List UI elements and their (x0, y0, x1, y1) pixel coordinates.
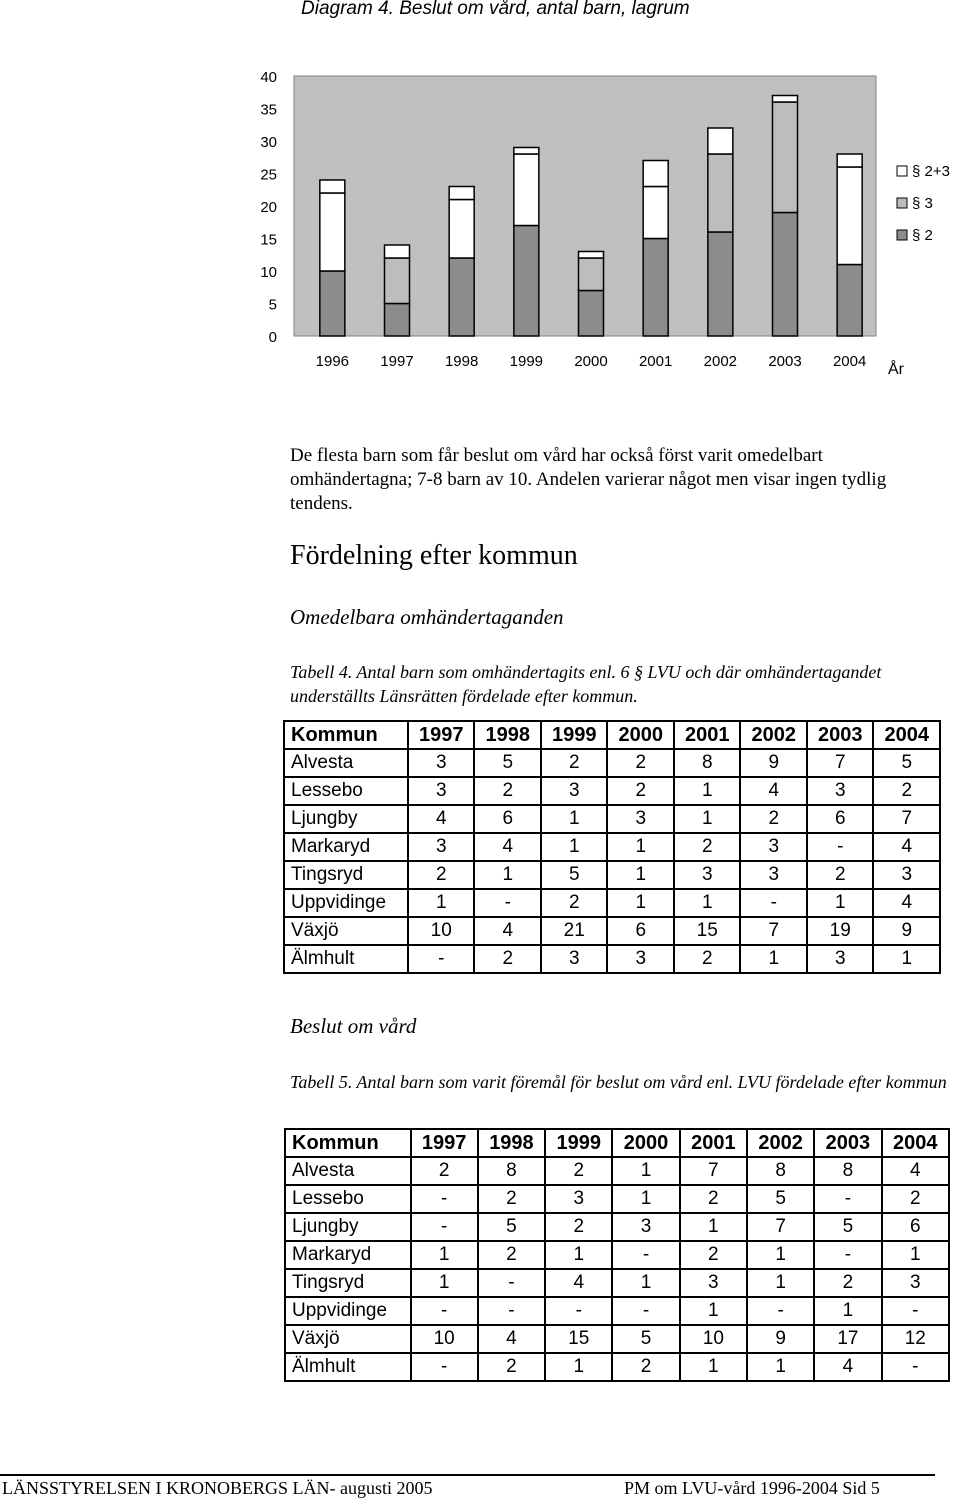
cell-value: 2 (408, 861, 475, 889)
cell-value: 1 (612, 1269, 679, 1297)
cell-value: 3 (873, 861, 940, 889)
header-year: 1998 (478, 1129, 545, 1157)
y-tick-label: 5 (268, 296, 277, 314)
bar-segment (708, 154, 733, 232)
cell-value: 3 (680, 1269, 747, 1297)
bar-segment (385, 245, 410, 258)
cell-value: - (814, 1241, 881, 1269)
bar-segment (579, 252, 604, 259)
bar-segment (579, 258, 604, 291)
bar-segment (579, 291, 604, 337)
cell-value: 2 (607, 777, 674, 805)
cell-value: - (882, 1297, 949, 1325)
cell-value: 2 (474, 777, 541, 805)
cell-kommun: Alvesta (285, 1157, 411, 1185)
bar-segment (449, 200, 474, 259)
cell-value: 1 (607, 861, 674, 889)
cell-value: 3 (541, 945, 608, 973)
header-year: 1997 (411, 1129, 478, 1157)
cell-value: 1 (680, 1297, 747, 1325)
x-axis-label: År (888, 361, 904, 378)
header-year: 2004 (882, 1129, 949, 1157)
cell-value: 8 (674, 749, 741, 777)
table-row (284, 805, 940, 833)
cell-value: 10 (680, 1325, 747, 1353)
table-row (285, 1241, 949, 1269)
header-year: 1999 (541, 721, 608, 749)
cell-value: 2 (478, 1241, 545, 1269)
y-tick-label: 40 (260, 69, 277, 86)
cell-kommun: Älmhult (285, 1353, 411, 1381)
table-row (285, 1297, 949, 1325)
x-tick-label: 2004 (832, 353, 867, 370)
cell-value: 1 (607, 833, 674, 861)
cell-value: 1 (607, 889, 674, 917)
table-header-row (284, 721, 940, 749)
cell-value: 7 (873, 805, 940, 833)
cell-value: 1 (411, 1269, 478, 1297)
cell-value: 8 (478, 1157, 545, 1185)
header-year: 2002 (747, 1129, 814, 1157)
cell-value: 5 (478, 1213, 545, 1241)
cell-value: 1 (474, 861, 541, 889)
table5-caption: Tabell 5. Antal barn som varit föremål för beslut om vård enl. LVU fördelade efter kommun (290, 1072, 947, 1092)
cell-value: 6 (807, 805, 874, 833)
cell-value: 2 (873, 777, 940, 805)
cell-value: - (478, 1297, 545, 1325)
table-row (284, 777, 940, 805)
legend-swatch (897, 198, 907, 208)
cell-value: - (408, 945, 475, 973)
cell-value: 2 (882, 1185, 949, 1213)
cell-value: 17 (814, 1325, 881, 1353)
cell-value: 2 (680, 1241, 747, 1269)
table-row (284, 833, 940, 861)
header-year: 1998 (474, 721, 541, 749)
cell-value: 4 (740, 777, 807, 805)
header-kommun: Kommun (285, 1129, 411, 1157)
x-tick-label: 1998 (444, 353, 479, 370)
cell-value: 10 (408, 917, 475, 945)
cell-value: 4 (882, 1157, 949, 1185)
bar-segment (708, 128, 733, 154)
cell-value: 5 (474, 749, 541, 777)
cell-value: 2 (474, 945, 541, 973)
cell-value: 1 (814, 1297, 881, 1325)
cell-value: - (747, 1297, 814, 1325)
table-row (284, 861, 940, 889)
cell-value: - (411, 1297, 478, 1325)
bar-segment (708, 232, 733, 336)
table4 (283, 720, 941, 974)
cell-value: - (612, 1297, 679, 1325)
cell-value: 3 (807, 945, 874, 973)
cell-value: 2 (674, 945, 741, 973)
cell-value: 2 (814, 1269, 881, 1297)
cell-value: 1 (882, 1241, 949, 1269)
bar-segment (643, 239, 668, 337)
cell-value: - (740, 889, 807, 917)
cell-value: 3 (882, 1269, 949, 1297)
legend-label: § 3 (912, 195, 933, 212)
table-row (285, 1325, 949, 1353)
cell-value: 2 (478, 1353, 545, 1381)
cell-value: 3 (674, 861, 741, 889)
table5 (284, 1128, 950, 1382)
cell-value: 1 (674, 805, 741, 833)
cell-value: 1 (545, 1353, 612, 1381)
cell-value: 2 (541, 889, 608, 917)
cell-value: 3 (612, 1213, 679, 1241)
cell-kommun: Tingsryd (284, 861, 408, 889)
cell-value: 1 (674, 889, 741, 917)
cell-kommun: Växjö (284, 917, 408, 945)
cell-value: 2 (411, 1157, 478, 1185)
cell-value: 7 (807, 749, 874, 777)
cell-value: 2 (541, 749, 608, 777)
y-tick-label: 30 (260, 134, 277, 151)
cell-value: 4 (873, 833, 940, 861)
cell-value: 5 (541, 861, 608, 889)
bar-segment (514, 148, 539, 155)
cell-value: - (807, 833, 874, 861)
cell-value: 4 (474, 917, 541, 945)
table-row (285, 1353, 949, 1381)
cell-value: 2 (612, 1353, 679, 1381)
cell-value: - (882, 1353, 949, 1381)
cell-value: 15 (545, 1325, 612, 1353)
cell-value: 1 (747, 1241, 814, 1269)
cell-value: - (545, 1297, 612, 1325)
cell-value: 5 (612, 1325, 679, 1353)
table-header-row (285, 1129, 949, 1157)
header-year: 1997 (408, 721, 475, 749)
cell-value: 1 (545, 1241, 612, 1269)
cell-kommun: Lessebo (284, 777, 408, 805)
cell-value: 4 (478, 1325, 545, 1353)
cell-value: 1 (747, 1353, 814, 1381)
cell-kommun: Lessebo (285, 1185, 411, 1213)
x-tick-label: 2002 (703, 353, 738, 370)
cell-value: 4 (814, 1353, 881, 1381)
cell-value: 1 (411, 1241, 478, 1269)
cell-kommun: Ljungby (284, 805, 408, 833)
x-tick-label: 2000 (574, 353, 608, 370)
cell-value: 1 (680, 1213, 747, 1241)
cell-value: 15 (674, 917, 741, 945)
cell-value: 3 (740, 833, 807, 861)
cell-value: 1 (747, 1269, 814, 1297)
cell-kommun: Älmhult (284, 945, 408, 973)
cell-kommun: Markaryd (285, 1241, 411, 1269)
cell-value: - (411, 1213, 478, 1241)
cell-value: 5 (814, 1213, 881, 1241)
cell-kommun: Uppvidinge (285, 1297, 411, 1325)
cell-value: 1 (612, 1185, 679, 1213)
cell-value: 3 (607, 805, 674, 833)
header-year: 2001 (674, 721, 741, 749)
cell-value: 4 (408, 805, 475, 833)
y-tick-label: 15 (260, 231, 277, 249)
legend-swatch (897, 230, 907, 240)
bar-segment (773, 102, 798, 213)
cell-value: 7 (680, 1157, 747, 1185)
cell-value: - (411, 1185, 478, 1213)
cell-kommun: Uppvidinge (284, 889, 408, 917)
cell-kommun: Tingsryd (285, 1269, 411, 1297)
legend-label: § 2+3 (912, 163, 950, 180)
intro-paragraph: De flesta barn som får beslut om vård har också först varit omedelbart omhändertagna; 7-8 barn av 10. Andelen varierar något men visar ingen tydlig tendens. (290, 445, 887, 514)
x-tick-label: 2003 (768, 353, 802, 370)
header-year: 1999 (545, 1129, 612, 1157)
cell-value: 12 (882, 1325, 949, 1353)
cell-value: 1 (740, 945, 807, 973)
cell-value: 3 (807, 777, 874, 805)
x-tick-label: 1999 (509, 353, 544, 370)
header-year: 2003 (814, 1129, 881, 1157)
cell-value: - (814, 1185, 881, 1213)
bar-segment (320, 180, 345, 193)
cell-value: 6 (882, 1213, 949, 1241)
y-tick-label: 0 (268, 329, 277, 346)
x-tick-label: 1997 (380, 353, 414, 370)
cell-value: 8 (814, 1157, 881, 1185)
legend-swatch (897, 166, 907, 176)
bar-segment (449, 187, 474, 200)
cell-value: 1 (807, 889, 874, 917)
legend-label: § 2 (912, 227, 933, 244)
x-tick-label: 1996 (315, 353, 350, 370)
header-kommun: Kommun (284, 721, 408, 749)
cell-value: 1 (612, 1157, 679, 1185)
cell-value: 5 (747, 1185, 814, 1213)
header-year: 2001 (680, 1129, 747, 1157)
table-row (285, 1269, 949, 1297)
cell-value: 2 (545, 1157, 612, 1185)
cell-value: 19 (807, 917, 874, 945)
footer-right: PM om LVU-vård 1996-2004 Sid 5 (624, 1478, 880, 1498)
bar-segment (643, 161, 668, 187)
cell-value: 2 (674, 833, 741, 861)
table4-caption: Tabell 4. Antal barn som omhändertagits enl. 6 § LVU och där omhändertagandet underställts Länsrätten fördelade efter kommun. (290, 662, 882, 706)
cell-kommun: Ljungby (285, 1213, 411, 1241)
cell-value: 5 (873, 749, 940, 777)
bar-segment (385, 304, 410, 337)
cell-kommun: Markaryd (284, 833, 408, 861)
stacked-bar-chart (250, 60, 960, 390)
bar-segment (514, 226, 539, 337)
y-tick-label: 20 (260, 199, 277, 216)
cell-value: - (474, 889, 541, 917)
y-tick-label: 10 (260, 264, 277, 281)
cell-value: - (478, 1269, 545, 1297)
cell-value: 6 (474, 805, 541, 833)
table-row (284, 945, 940, 973)
bar-segment (449, 258, 474, 336)
x-tick-label: 2001 (638, 353, 673, 370)
cell-value: 2 (740, 805, 807, 833)
cell-value: 3 (740, 861, 807, 889)
cell-value: - (612, 1241, 679, 1269)
chart-canvas (250, 60, 960, 390)
header-year: 2000 (607, 721, 674, 749)
cell-value: 9 (873, 917, 940, 945)
y-tick-label: 25 (260, 166, 277, 184)
bar-segment (385, 258, 410, 304)
cell-value: 4 (873, 889, 940, 917)
bar-segment (320, 193, 345, 271)
header-year: 2002 (740, 721, 807, 749)
header-year: 2003 (807, 721, 874, 749)
table-row (285, 1157, 949, 1185)
bar-segment (837, 265, 862, 337)
section-heading: Fördelning efter kommun (290, 540, 578, 571)
cell-value: 8 (747, 1157, 814, 1185)
cell-value: 1 (873, 945, 940, 973)
cell-value: 2 (680, 1185, 747, 1213)
cell-value: 1 (541, 805, 608, 833)
cell-value: 3 (408, 833, 475, 861)
diagram-title: Diagram 4. Beslut om vård, antal barn, lagrum (301, 0, 690, 19)
table-row (284, 889, 940, 917)
cell-value: 6 (607, 917, 674, 945)
cell-value: 9 (747, 1325, 814, 1353)
cell-kommun: Växjö (285, 1325, 411, 1353)
cell-value: 1 (674, 777, 741, 805)
cell-value: 2 (607, 749, 674, 777)
y-tick-label: 35 (260, 101, 277, 119)
cell-value: 4 (474, 833, 541, 861)
bar-segment (773, 213, 798, 337)
table-row (284, 917, 940, 945)
cell-value: 4 (545, 1269, 612, 1297)
cell-value: 9 (740, 749, 807, 777)
cell-value: 3 (607, 945, 674, 973)
footer-left: LÄNSSTYRELSEN I KRONOBERGS LÄN- augusti 2005 (2, 1478, 433, 1498)
footer-rule (0, 1474, 935, 1476)
header-year: 2000 (612, 1129, 679, 1157)
cell-value: 3 (408, 777, 475, 805)
bar-segment (837, 154, 862, 167)
cell-value: 21 (541, 917, 608, 945)
bar-segment (837, 167, 862, 265)
cell-value: 1 (680, 1353, 747, 1381)
bar-segment (320, 271, 345, 336)
cell-value: 2 (478, 1185, 545, 1213)
cell-value: 2 (807, 861, 874, 889)
bar-segment (773, 96, 798, 103)
bar-segment (514, 154, 539, 226)
table-row (285, 1185, 949, 1213)
cell-value: 7 (740, 917, 807, 945)
cell-value: 1 (408, 889, 475, 917)
cell-value: 1 (541, 833, 608, 861)
bar-segment (643, 187, 668, 239)
cell-value: 7 (747, 1213, 814, 1241)
header-year: 2004 (873, 721, 940, 749)
cell-kommun: Alvesta (284, 749, 408, 777)
table-row (285, 1213, 949, 1241)
subheading-omedelbara: Omedelbara omhändertaganden (290, 605, 564, 629)
cell-value: 10 (411, 1325, 478, 1353)
cell-value: 3 (545, 1185, 612, 1213)
cell-value: - (411, 1353, 478, 1381)
cell-value: 2 (545, 1213, 612, 1241)
subheading-beslut: Beslut om vård (290, 1014, 417, 1038)
cell-value: 3 (408, 749, 475, 777)
table-row (284, 749, 940, 777)
cell-value: 3 (541, 777, 608, 805)
